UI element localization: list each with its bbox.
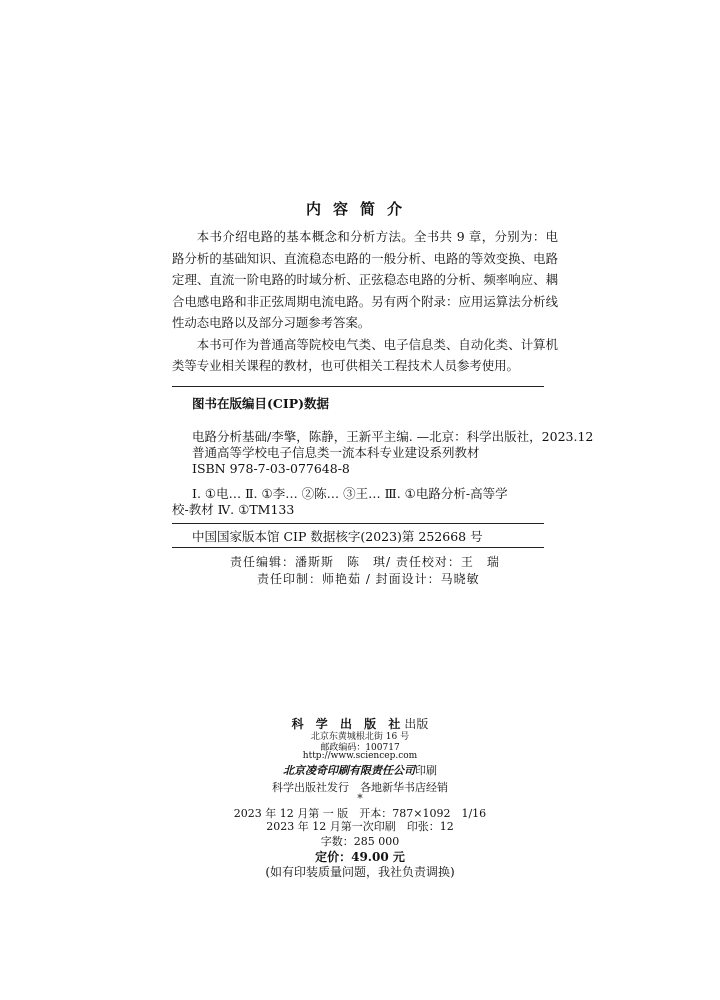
cip-footer: 中国国家版本馆 CIP 数据核字(2023)第 252668 号 — [192, 529, 483, 544]
cip-line: 普通高等学校电子信息类一流本科专业建设系列教材 — [192, 445, 480, 460]
summary-title: 内容简介 — [305, 200, 414, 218]
printer-suffix: 印刷 — [415, 764, 437, 777]
word-count: 字数：285 000 — [320, 835, 400, 848]
publisher-address: 北京东黄城根北街 16 号 — [310, 732, 410, 742]
credits-line: 责任印制：师艳茹 / 封面设计：马晓敏 — [257, 572, 480, 586]
cip-top-rule — [172, 386, 544, 387]
price: 定价：49.00 元 — [315, 850, 405, 864]
printer-name: 北京凌奇印刷有限责任公司 — [283, 764, 415, 777]
summary-paragraph: 本书可作为普通高等院校电气类、电子信息类、自动化类、计算机类等专业相关课程的教材，也可供相关工程技术人员参考使用。 — [172, 336, 558, 373]
credits-line: 责任编辑：潘斯斯 陈 琪/ 责任校对：王 瑞 — [230, 555, 500, 569]
cip-isbn: ISBN 978-7-03-077648-8 — [192, 461, 350, 476]
publisher-postcode: 邮政编码：100717 — [320, 743, 400, 753]
edition-line: 2023 年 12 月第 一 版 开本：787×1092 1/16 — [233, 807, 487, 820]
quality-note: (如有印装质量问题，我社负责调换) — [265, 865, 455, 879]
printing-line: 2023 年 12 月第一次印刷 印张：12 — [266, 820, 454, 833]
cip-bottom-rule — [172, 547, 544, 548]
publisher-name-suffix: 出版 — [404, 717, 429, 731]
summary-body — [172, 226, 558, 377]
separator-star: * — [357, 792, 363, 805]
printer-line — [0, 762, 720, 778]
publisher-logo-text: 科 学 出 版 社 — [291, 717, 405, 731]
distribution-line: 科学出版社发行 各地新华书店经销 — [272, 781, 448, 794]
cip-line: 电路分析基础/李擎，陈静，王新平主编. —北京：科学出版社，2023.12 — [192, 429, 594, 444]
cip-line: 校-教材 Ⅳ. ①TM133 — [172, 502, 295, 517]
summary-paragraph: 本书介绍电路的基本概念和分析方法。全书共 9 章，分别为：电路分析的基础知识、直流稳态电路的一般分析、电路的等效变换、电路定理、直流一阶电路的时域分析、正弦稳态电路的分析、频率响应、耦合电感电路和非正弦周期电流电路。另有两个附录：应用运算法分析线性动态电路以及部分习题参考答案。 — [172, 229, 558, 330]
publisher-website: http://www.sciencep.com — [302, 751, 418, 761]
cip-line: Ⅰ. ①电… Ⅱ. ①李… ②陈… ③王… Ⅲ. ①电路分析-高等学 — [192, 486, 508, 501]
cip-heading: 图书在版编目(CIP)数据 — [192, 396, 330, 411]
cip-mid-rule — [172, 523, 544, 524]
